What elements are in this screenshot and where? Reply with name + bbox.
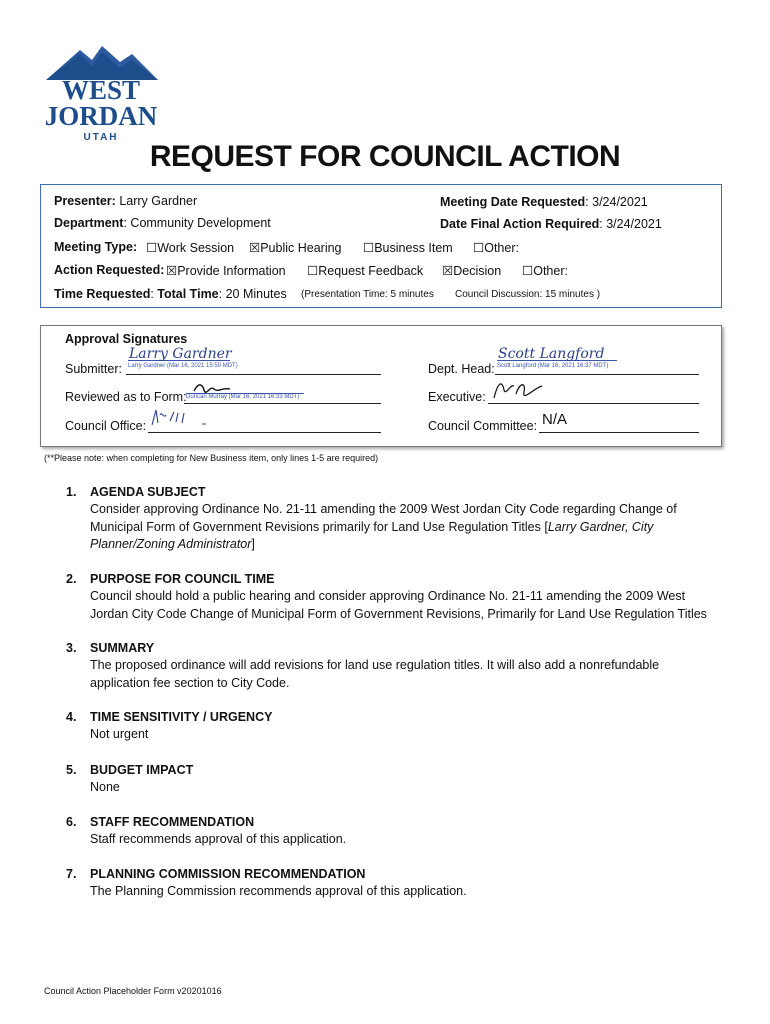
section-2-heading: PURPOSE FOR COUNCIL TIME xyxy=(90,572,275,586)
section-3-heading: SUMMARY xyxy=(90,641,155,655)
checkbox-meeting-other[interactable]: ☐Other: xyxy=(473,241,519,255)
council-office-signature-line[interactable] xyxy=(148,432,381,433)
council-office-label: Council Office: xyxy=(65,419,147,433)
dept-head-timestamp: Scott Langford (Mar 16, 2021 16:37 MDT) xyxy=(497,363,609,369)
section-1-heading: AGENDA SUBJECT xyxy=(90,485,206,499)
presentation-time: (Presentation Time: 5 minutes xyxy=(301,289,434,300)
section-3-body: The proposed ordinance will add revisions for land use regulation titles. It will also add a nonrefundable application fee section to City Code. xyxy=(90,658,660,690)
dept-head-label: Dept. Head: xyxy=(428,362,495,376)
section-5-body: None xyxy=(90,780,120,794)
meeting-type-label: Meeting Type: xyxy=(54,240,138,254)
submitter-signature-line[interactable] xyxy=(126,374,381,375)
council-committee-value: N/A xyxy=(542,411,568,428)
presenter-value: Larry Gardner xyxy=(119,194,198,208)
checkbox-request-feedback[interactable]: ☐Request Feedback xyxy=(307,264,424,278)
checkbox-action-other[interactable]: ☐Other: xyxy=(522,264,568,278)
department-row xyxy=(54,216,271,230)
dept-head-signature-line[interactable] xyxy=(495,374,699,375)
final-date-row xyxy=(440,217,662,231)
executive-label: Executive: xyxy=(428,390,486,404)
section-7-number: 7. xyxy=(66,867,77,881)
reviewed-signature-line[interactable] xyxy=(184,403,381,404)
checkbox-business-item[interactable]: ☐Business Item xyxy=(363,241,453,255)
section-1-body: Consider approving Ordinance No. 21-11 amending the 2009 West Jordan City Code regarding Change of Municipal Form of Government Revisions primarily for Land Use Regulation Titles [Larry Gardner, City Planner/Zoning Administrator] xyxy=(90,502,677,551)
final-date-value: : 3/24/2021 xyxy=(599,217,662,231)
section-4-body: Not urgent xyxy=(90,727,149,741)
action-requested-label: Action Requested: xyxy=(54,263,165,277)
department-value: : Community Development xyxy=(123,216,271,230)
checkbox-provide-information[interactable]: ☒Provide Information xyxy=(166,264,286,278)
submitter-timestamp: Larry Gardner (Mar 16, 2021 15:50 MDT) xyxy=(128,363,238,369)
section-6-body: Staff recommends approval of this application. xyxy=(90,832,347,846)
submitter-label: Submitter: xyxy=(65,362,122,376)
page-title: REQUEST FOR COUNCIL ACTION xyxy=(149,140,621,173)
presenter-row xyxy=(54,194,197,208)
total-time-value: : 20 Minutes xyxy=(218,287,287,301)
council-committee-line[interactable] xyxy=(539,432,699,433)
time-requested-row: Time Requested: Total Time: 20 Minutes xyxy=(54,287,287,301)
section-5-number: 5. xyxy=(66,763,77,777)
section-3-number: 3. xyxy=(66,641,77,655)
final-date-label: Date Final Action Required xyxy=(440,217,600,231)
council-discussion-time: Council Discussion: 15 minutes ) xyxy=(455,289,601,300)
section-1-number: 1. xyxy=(66,485,77,499)
section-6-number: 6. xyxy=(66,815,77,829)
section-6-heading: STAFF RECOMMENDATION xyxy=(90,815,255,829)
dept-head-signature: Scott Langford xyxy=(498,346,605,362)
presenter-label: Presenter: xyxy=(54,194,116,208)
meeting-date-label: Meeting Date Requested xyxy=(440,195,586,209)
section-4-heading: TIME SENSITIVITY / URGENCY xyxy=(90,710,273,724)
executive-signature-scribble xyxy=(490,376,548,402)
meeting-date-row xyxy=(440,195,648,209)
form-version-footer: Council Action Placeholder Form v20201016 xyxy=(44,986,222,996)
logo-word-west: WEST xyxy=(61,75,141,105)
checkbox-work-session[interactable]: ☐Work Session xyxy=(146,241,235,255)
council-office-signature-scribble xyxy=(148,407,210,429)
executive-signature-line[interactable] xyxy=(488,403,699,404)
section-7-heading: PLANNING COMMISSION RECOMMENDATION xyxy=(90,867,366,881)
section-2-number: 2. xyxy=(66,572,77,586)
checkbox-public-hearing[interactable]: ☒Public Hearing xyxy=(249,241,342,255)
section-2-body: Council should hold a public hearing and consider approving Ordinance No. 21-11 amending the 2009 West Jordan City Code Change of Municipal Form of Government Revisions, Primarily for Land Use Regulation Titles xyxy=(90,589,707,621)
meeting-date-value: : 3/24/2021 xyxy=(585,195,648,209)
west-jordan-logo xyxy=(40,40,162,150)
council-committee-label: Council Committee: xyxy=(428,419,538,433)
submitter-signature: Larry Gardner xyxy=(129,346,232,362)
section-5-heading: BUDGET IMPACT xyxy=(90,763,194,777)
checkbox-decision[interactable]: ☒Decision xyxy=(442,264,502,278)
reviewed-signature-scribble xyxy=(192,381,232,395)
logo-word-utah: UTAH xyxy=(83,132,119,143)
section-4-number: 4. xyxy=(66,710,77,724)
section-7-body: The Planning Commission recommends approval of this application. xyxy=(90,884,467,898)
logo-word-jordan: JORDAN xyxy=(44,101,158,131)
approval-heading: Approval Signatures xyxy=(65,332,188,346)
department-label: Department xyxy=(54,216,124,230)
reviewed-as-to-form-label: Reviewed as to Form: xyxy=(65,390,187,404)
reviewed-timestamp: Duncan Murray (Mar 16, 2021 16:33 MDT) xyxy=(186,394,300,400)
completion-note: (**Please note: when completing for New Business item, only lines 1-5 are required) xyxy=(44,453,379,463)
